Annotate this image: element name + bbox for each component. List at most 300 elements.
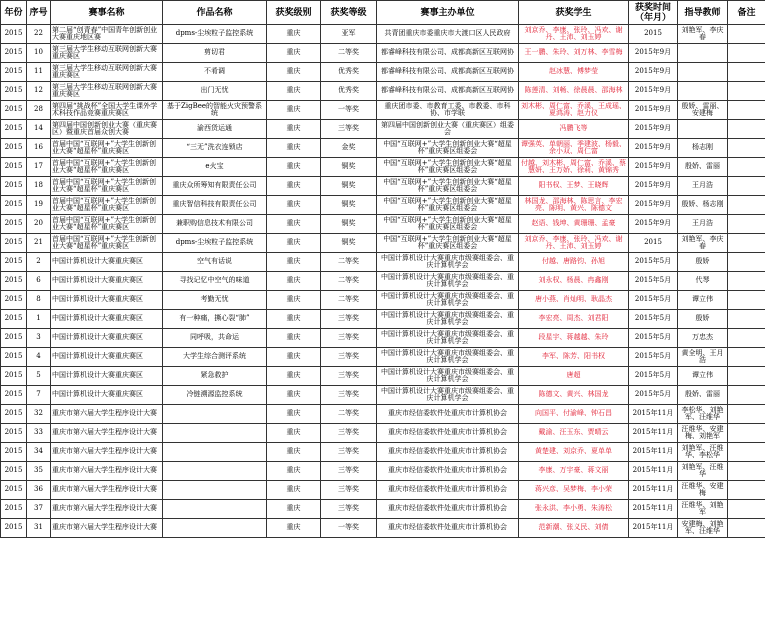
cell-level: 重庆	[267, 348, 321, 367]
cell-work: 寻找记忆中空气的味道	[163, 272, 267, 291]
cell-year: 2015	[1, 101, 27, 120]
cell-students: 付越、唐路钧、孙旭	[519, 253, 629, 272]
col-students: 获奖学生	[519, 1, 629, 25]
cell-note	[728, 443, 765, 462]
cell-work	[163, 519, 267, 538]
cell-year: 2015	[1, 44, 27, 63]
table-row	[1, 386, 765, 405]
cell-competition: 中国计算机设计大赛重庆赛区	[51, 253, 163, 272]
cell-note	[728, 329, 765, 348]
cell-teacher: 李松华、刘艳军、汪维华	[678, 405, 728, 424]
cell-teacher: 汪维华、安建梅、刘艳军	[678, 424, 728, 443]
cell-competition: 中国计算机设计大赛重庆赛区	[51, 310, 163, 329]
cell-seq: 36	[27, 481, 51, 500]
cell-teacher: 谭立伟	[678, 367, 728, 386]
cell-work: 剪切君	[163, 44, 267, 63]
cell-note	[728, 500, 765, 519]
cell-students: 李康、万宇豪、蒋文丽	[519, 462, 629, 481]
cell-organizer: 重庆市经信委软件处重庆市计算机协会	[377, 481, 519, 500]
cell-time: 2015年11月	[629, 443, 678, 462]
table-row	[1, 481, 765, 500]
cell-work: 不肴调	[163, 63, 267, 82]
cell-grade: 铜奖	[321, 215, 377, 234]
cell-note	[728, 44, 765, 63]
cell-year: 2015	[1, 82, 27, 101]
cell-grade: 二等奖	[321, 291, 377, 310]
cell-teacher: 安建梅、刘艳军、汪维华	[678, 519, 728, 538]
cell-organizer: 中国计算机设计大赛重庆市级赛组委会、重庆计算机学会	[377, 386, 519, 405]
cell-work	[163, 481, 267, 500]
cell-teacher: 汪维华、安建梅	[678, 481, 728, 500]
cell-organizer: 中国“互联网+”大学生创新创业大赛“超星杯”重庆赛区组委会	[377, 215, 519, 234]
cell-competition: 重庆市第六届大学生程序设计大赛	[51, 443, 163, 462]
cell-year: 2015	[1, 500, 27, 519]
cell-teacher	[678, 120, 728, 139]
cell-work	[163, 443, 267, 462]
cell-year: 2015	[1, 405, 27, 424]
cell-competition: 重庆市第六届大学生程序设计大赛	[51, 519, 163, 538]
cell-seq: 19	[27, 196, 51, 215]
cell-competition: 重庆市第六届大学生程序设计大赛	[51, 481, 163, 500]
cell-students: 黄楚建、刘京乔、夏单单	[519, 443, 629, 462]
cell-organizer: 重庆市经信委软件处重庆市计算机协会	[377, 443, 519, 462]
cell-organizer: 重庆市经信委软件处重庆市计算机协会	[377, 500, 519, 519]
table-row	[1, 234, 765, 253]
table-row	[1, 500, 765, 519]
cell-time: 2015年9月	[629, 120, 678, 139]
cell-time: 2015年5月	[629, 386, 678, 405]
cell-year: 2015	[1, 443, 27, 462]
cell-teacher: 谭立伟	[678, 291, 728, 310]
table-row	[1, 120, 765, 139]
cell-note	[728, 139, 765, 158]
cell-work: “三无”洗衣连锁店	[163, 139, 267, 158]
cell-grade: 三等奖	[321, 348, 377, 367]
cell-year: 2015	[1, 177, 27, 196]
cell-organizer: 中国计算机设计大赛重庆市级赛组委会、重庆计算机学会	[377, 348, 519, 367]
cell-note	[728, 253, 765, 272]
cell-students: 林国龙、邵海林、陈思言、李宏亮、陈明、黄兴、陈德文	[519, 196, 629, 215]
cell-students: 刘木彬、周仁富、乔溪、王成瑶、夏鸿涛、赵力仪	[519, 101, 629, 120]
cell-students: 蒋兴彦、吴梦梅、李小荣	[519, 481, 629, 500]
cell-level: 重庆	[267, 139, 321, 158]
cell-level: 重庆	[267, 25, 321, 44]
cell-work: 有一种痛，撕心裂“肺”	[163, 310, 267, 329]
cell-year: 2015	[1, 215, 27, 234]
cell-organizer: 中国“互联网+”大学生创新创业大赛“超星杯”重庆赛区组委会	[377, 196, 519, 215]
table-row	[1, 367, 765, 386]
cell-year: 2015	[1, 120, 27, 139]
cell-time: 2015年11月	[629, 500, 678, 519]
cell-level: 重庆	[267, 120, 321, 139]
table-row	[1, 348, 765, 367]
cell-note	[728, 424, 765, 443]
table-row	[1, 462, 765, 481]
col-grade: 获奖等级	[321, 1, 377, 25]
cell-level: 重庆	[267, 329, 321, 348]
cell-organizer: 重庆团市委、市教育工委、市教委、市科协、市学联	[377, 101, 519, 120]
cell-level: 重庆	[267, 177, 321, 196]
table-row	[1, 424, 765, 443]
cell-seq: 1	[27, 310, 51, 329]
cell-competition: 首届中国“互联网+”大学生创新创业大赛“超星杯”重庆赛区	[51, 177, 163, 196]
cell-time: 2015年5月	[629, 291, 678, 310]
cell-students: 戴渝、汪玉东、贾晴云	[519, 424, 629, 443]
cell-grade: 三等奖	[321, 367, 377, 386]
cell-seq: 22	[27, 25, 51, 44]
cell-time: 2015年5月	[629, 272, 678, 291]
cell-competition: 中国计算机设计大赛重庆赛区	[51, 291, 163, 310]
cell-year: 2015	[1, 139, 27, 158]
cell-year: 2015	[1, 291, 27, 310]
cell-level: 重庆	[267, 196, 321, 215]
cell-students: 阳书权、王梦、王晓辉	[519, 177, 629, 196]
cell-level: 重庆	[267, 272, 321, 291]
cell-organizer: 中国“互联网+”大学生创新创业大赛“超星杯”重庆赛区组委会	[377, 234, 519, 253]
cell-note	[728, 272, 765, 291]
cell-competition: 中国计算机设计大赛重庆赛区	[51, 329, 163, 348]
cell-work: 出门无忧	[163, 82, 267, 101]
col-teacher: 指导教师	[678, 1, 728, 25]
cell-competition: 第三届大学生移动互联网创新大赛重庆赛区	[51, 44, 163, 63]
cell-teacher	[678, 82, 728, 101]
cell-seq: 28	[27, 101, 51, 120]
cell-year: 2015	[1, 272, 27, 291]
cell-organizer: 中国计算机设计大赛重庆市级赛组委会、重庆计算机学会	[377, 329, 519, 348]
cell-seq: 5	[27, 367, 51, 386]
cell-teacher: 代琴	[678, 272, 728, 291]
cell-time: 2015年9月	[629, 177, 678, 196]
cell-competition: 第三届大学生移动互联网创新大赛重庆赛区	[51, 63, 163, 82]
cell-grade: 优秀奖	[321, 82, 377, 101]
cell-competition: 首届中国“互联网+”大学生创新创业大赛“超星杯”重庆赛区	[51, 215, 163, 234]
cell-year: 2015	[1, 424, 27, 443]
cell-year: 2015	[1, 253, 27, 272]
cell-grade: 铜奖	[321, 234, 377, 253]
cell-work: 重庆众所筹知有限责任公司	[163, 177, 267, 196]
cell-time: 2015年9月	[629, 82, 678, 101]
cell-grade: 三等奖	[321, 462, 377, 481]
cell-year: 2015	[1, 329, 27, 348]
cell-work: 渝西货运通	[163, 120, 267, 139]
cell-seq: 12	[27, 82, 51, 101]
cell-time: 2015	[629, 234, 678, 253]
cell-work	[163, 462, 267, 481]
cell-teacher: 万忠杰	[678, 329, 728, 348]
cell-time: 2015年9月	[629, 139, 678, 158]
cell-grade: 二等奖	[321, 44, 377, 63]
table-body	[1, 25, 765, 538]
cell-teacher	[678, 44, 728, 63]
cell-grade: 三等奖	[321, 500, 377, 519]
col-level: 获奖级别	[267, 1, 321, 25]
cell-seq: 18	[27, 177, 51, 196]
cell-level: 重庆	[267, 234, 321, 253]
cell-students: 李军、陈芳、阳书权	[519, 348, 629, 367]
cell-seq: 34	[27, 443, 51, 462]
cell-students: 唐小燕、肖灿明、耿晶杰	[519, 291, 629, 310]
col-competition: 赛事名称	[51, 1, 163, 25]
table-row	[1, 310, 765, 329]
cell-teacher: 刘艳军、李庆春	[678, 234, 728, 253]
cell-organizer: 重庆市经信委软件处重庆市计算机协会	[377, 405, 519, 424]
cell-time: 2015年11月	[629, 405, 678, 424]
cell-level: 重庆	[267, 158, 321, 177]
cell-seq: 3	[27, 329, 51, 348]
cell-note	[728, 291, 765, 310]
cell-note	[728, 101, 765, 120]
cell-note	[728, 519, 765, 538]
cell-year: 2015	[1, 348, 27, 367]
cell-year: 2015	[1, 25, 27, 44]
col-seq: 序号	[27, 1, 51, 25]
cell-teacher: 殷娇、雷丽	[678, 158, 728, 177]
cell-year: 2015	[1, 481, 27, 500]
cell-organizer: 中国“互联网+”大学生创新创业大赛“超星杯”重庆赛区组委会	[377, 177, 519, 196]
cell-organizer: 中国计算机设计大赛重庆市级赛组委会、重庆计算机学会	[377, 253, 519, 272]
cell-competition: 中国计算机设计大赛重庆赛区	[51, 386, 163, 405]
table-row	[1, 253, 765, 272]
cell-level: 重庆	[267, 253, 321, 272]
table-row	[1, 291, 765, 310]
cell-organizer: 共青团重庆市委重庆市大渡口区人民政府	[377, 25, 519, 44]
cell-organizer: 都睿峰科技有限公司、成都高新区互联网协	[377, 44, 519, 63]
cell-work: 基于ZigBee的智能火灾预警系统	[163, 101, 267, 120]
cell-work: 大学生综合测评系统	[163, 348, 267, 367]
cell-teacher: 王月浩	[678, 177, 728, 196]
cell-time: 2015年9月	[629, 101, 678, 120]
cell-competition: 重庆市第六届大学生程序设计大赛	[51, 500, 163, 519]
cell-teacher: 王月浩	[678, 215, 728, 234]
cell-students: 李宏亮、周杰、刘君阳	[519, 310, 629, 329]
cell-grade: 铜奖	[321, 196, 377, 215]
cell-time: 2015年5月	[629, 329, 678, 348]
table-row	[1, 139, 765, 158]
table-row	[1, 82, 765, 101]
cell-time: 2015年9月	[629, 63, 678, 82]
cell-level: 重庆	[267, 424, 321, 443]
cell-work	[163, 500, 267, 519]
cell-work	[163, 424, 267, 443]
table-row	[1, 158, 765, 177]
cell-seq: 16	[27, 139, 51, 158]
cell-teacher: 殷娇	[678, 310, 728, 329]
cell-note	[728, 120, 765, 139]
cell-students: 向国平、付渝峰、钟石昌	[519, 405, 629, 424]
cell-note	[728, 310, 765, 329]
cell-time: 2015年9月	[629, 196, 678, 215]
cell-year: 2015	[1, 234, 27, 253]
cell-teacher: 刘艳军、李庆春	[678, 25, 728, 44]
cell-year: 2015	[1, 386, 27, 405]
cell-grade: 三等奖	[321, 424, 377, 443]
cell-level: 重庆	[267, 500, 321, 519]
cell-students: 付越、刘木彬、周仁富、乔溪、蔡慧妍、王万娇、徐莉、黄锦秀	[519, 158, 629, 177]
cell-seq: 7	[27, 386, 51, 405]
cell-level: 重庆	[267, 44, 321, 63]
cell-competition: 首届中国“互联网+”大学生创新创业大赛“超星杯”重庆赛区	[51, 158, 163, 177]
col-time: 获奖时间（年月）	[629, 1, 678, 25]
cell-year: 2015	[1, 519, 27, 538]
cell-work: dpms-尘埃粒子监控系统	[163, 25, 267, 44]
cell-organizer: 中国计算机设计大赛重庆市级赛组委会、重庆计算机学会	[377, 310, 519, 329]
cell-grade: 二等奖	[321, 405, 377, 424]
table-row	[1, 101, 765, 120]
table-row	[1, 63, 765, 82]
cell-students: 陈德文、黄兴、林国龙	[519, 386, 629, 405]
cell-grade: 三等奖	[321, 329, 377, 348]
cell-students: 段星宇、蒋越越、朱玲	[519, 329, 629, 348]
cell-teacher: 刘艳军、汪维华、李松华	[678, 443, 728, 462]
cell-note	[728, 367, 765, 386]
col-note: 备注	[728, 1, 765, 25]
cell-teacher: 殷娇、雷丽	[678, 386, 728, 405]
cell-work: 同呼吸，共命运	[163, 329, 267, 348]
cell-work: 空气有话说	[163, 253, 267, 272]
cell-students: 赵冰慧、傅梦莹	[519, 63, 629, 82]
cell-note	[728, 405, 765, 424]
cell-seq: 35	[27, 462, 51, 481]
cell-grade: 金奖	[321, 139, 377, 158]
cell-competition: 首届中国“互联网+”大学生创新创业大赛“超星杯”重庆赛区	[51, 139, 163, 158]
cell-time: 2015年11月	[629, 424, 678, 443]
cell-work: 冷链溯源监控系统	[163, 386, 267, 405]
cell-work	[163, 405, 267, 424]
cell-competition: 重庆市第六届大学生程序设计大赛	[51, 424, 163, 443]
cell-grade: 三等奖	[321, 443, 377, 462]
cell-teacher: 殷娇	[678, 253, 728, 272]
cell-seq: 6	[27, 272, 51, 291]
cell-grade: 优秀奖	[321, 63, 377, 82]
cell-note	[728, 177, 765, 196]
cell-time: 2015年5月	[629, 367, 678, 386]
cell-competition: 中国计算机设计大赛重庆赛区	[51, 367, 163, 386]
cell-students: 张永洪、李小勇、朱涛松	[519, 500, 629, 519]
cell-level: 重庆	[267, 367, 321, 386]
cell-note	[728, 386, 765, 405]
cell-level: 重庆	[267, 443, 321, 462]
cell-seq: 10	[27, 44, 51, 63]
cell-grade: 铜奖	[321, 158, 377, 177]
cell-note	[728, 196, 765, 215]
cell-organizer: 重庆市经信委软件处重庆市计算机协会	[377, 424, 519, 443]
cell-competition: 第四届中国创新创业大赛（重庆赛区）暨重庆首届众创大赛	[51, 120, 163, 139]
col-year: 年份	[1, 1, 27, 25]
cell-level: 重庆	[267, 405, 321, 424]
cell-year: 2015	[1, 158, 27, 177]
cell-seq: 33	[27, 424, 51, 443]
cell-teacher: 汪维华、刘艳军	[678, 500, 728, 519]
cell-seq: 4	[27, 348, 51, 367]
cell-year: 2015	[1, 462, 27, 481]
cell-grade: 亚军	[321, 25, 377, 44]
cell-level: 重庆	[267, 386, 321, 405]
cell-level: 重庆	[267, 215, 321, 234]
cell-grade: 三等奖	[321, 310, 377, 329]
col-work: 作品名称	[163, 1, 267, 25]
cell-organizer: 重庆市经信委软件处重庆市计算机协会	[377, 519, 519, 538]
cell-work: 考勤无忧	[163, 291, 267, 310]
cell-teacher: 杨志刚	[678, 139, 728, 158]
cell-year: 2015	[1, 367, 27, 386]
cell-note	[728, 234, 765, 253]
cell-work: 重庆智信科技有限责任公司	[163, 196, 267, 215]
cell-note	[728, 215, 765, 234]
cell-grade: 三等奖	[321, 386, 377, 405]
cell-work: 紧急救护	[163, 367, 267, 386]
cell-level: 重庆	[267, 481, 321, 500]
cell-note	[728, 462, 765, 481]
cell-teacher: 殷娇、雷丽、安建梅	[678, 101, 728, 120]
cell-students: 范新潮、张义民、刘倩	[519, 519, 629, 538]
cell-time: 2015年11月	[629, 462, 678, 481]
cell-organizer: 重庆市经信委软件处重庆市计算机协会	[377, 462, 519, 481]
table-row	[1, 44, 765, 63]
cell-students: 赵语、钱坤、黄珊珊、孟豪	[519, 215, 629, 234]
cell-level: 重庆	[267, 519, 321, 538]
cell-level: 重庆	[267, 82, 321, 101]
table-row	[1, 196, 765, 215]
cell-time: 2015年11月	[629, 481, 678, 500]
cell-competition: 中国计算机设计大赛重庆赛区	[51, 348, 163, 367]
cell-level: 重庆	[267, 310, 321, 329]
cell-grade: 三等奖	[321, 120, 377, 139]
table-row	[1, 519, 765, 538]
cell-grade: 一等奖	[321, 519, 377, 538]
cell-seq: 37	[27, 500, 51, 519]
cell-time: 2015年5月	[629, 348, 678, 367]
cell-seq: 17	[27, 158, 51, 177]
cell-teacher	[678, 63, 728, 82]
cell-time: 2015年11月	[629, 519, 678, 538]
cell-seq: 8	[27, 291, 51, 310]
cell-organizer: 中国“互联网+”大学生创新创业大赛“超星杯”重庆赛区组委会	[377, 158, 519, 177]
cell-competition: 首届中国“互联网+”大学生创新创业大赛“超星杯”重庆赛区	[51, 234, 163, 253]
cell-students: 谭强英、单朝丽、季建波、杨毅、余小双、周仁富	[519, 139, 629, 158]
cell-competition: 第三届大学生移动互联网创新大赛重庆赛区	[51, 82, 163, 101]
cell-note	[728, 348, 765, 367]
cell-seq: 32	[27, 405, 51, 424]
cell-note	[728, 63, 765, 82]
cell-level: 重庆	[267, 101, 321, 120]
cell-students: 唐超	[519, 367, 629, 386]
cell-seq: 11	[27, 63, 51, 82]
cell-students: 陈莲清、刘畅、徐晨晨、邵海林	[519, 82, 629, 101]
table-row	[1, 272, 765, 291]
cell-work: e火宝	[163, 158, 267, 177]
cell-time: 2015年9月	[629, 158, 678, 177]
cell-seq: 31	[27, 519, 51, 538]
cell-time: 2015年5月	[629, 310, 678, 329]
cell-organizer: 中国“互联网+”大学生创新创业大赛“超星杯”重庆赛区组委会	[377, 139, 519, 158]
col-organizer: 赛事主办单位	[377, 1, 519, 25]
cell-organizer: 中国计算机设计大赛重庆市级赛组委会、重庆计算机学会	[377, 291, 519, 310]
cell-note	[728, 158, 765, 177]
cell-teacher: 刘艳军、汪维华	[678, 462, 728, 481]
cell-students: 冯鹏飞等	[519, 120, 629, 139]
cell-competition: 第四届“挑战杯”全国大学生课外学术科技作品竞赛重庆赛区	[51, 101, 163, 120]
cell-work: dpms-尘埃粒子监控系统	[163, 234, 267, 253]
cell-note	[728, 481, 765, 500]
cell-level: 重庆	[267, 291, 321, 310]
cell-grade: 一等奖	[321, 101, 377, 120]
cell-organizer: 中国计算机设计大赛重庆市级赛组委会、重庆计算机学会	[377, 272, 519, 291]
cell-teacher: 殷娇、杨志刚	[678, 196, 728, 215]
cell-time: 2015年9月	[629, 215, 678, 234]
cell-competition: 首届中国“互联网+”大学生创新创业大赛“超星杯”重庆赛区	[51, 196, 163, 215]
cell-students: 刘京乔、李康、张玲、冯欢、谢丹、王沛、刘玉婷	[519, 25, 629, 44]
cell-level: 重庆	[267, 63, 321, 82]
